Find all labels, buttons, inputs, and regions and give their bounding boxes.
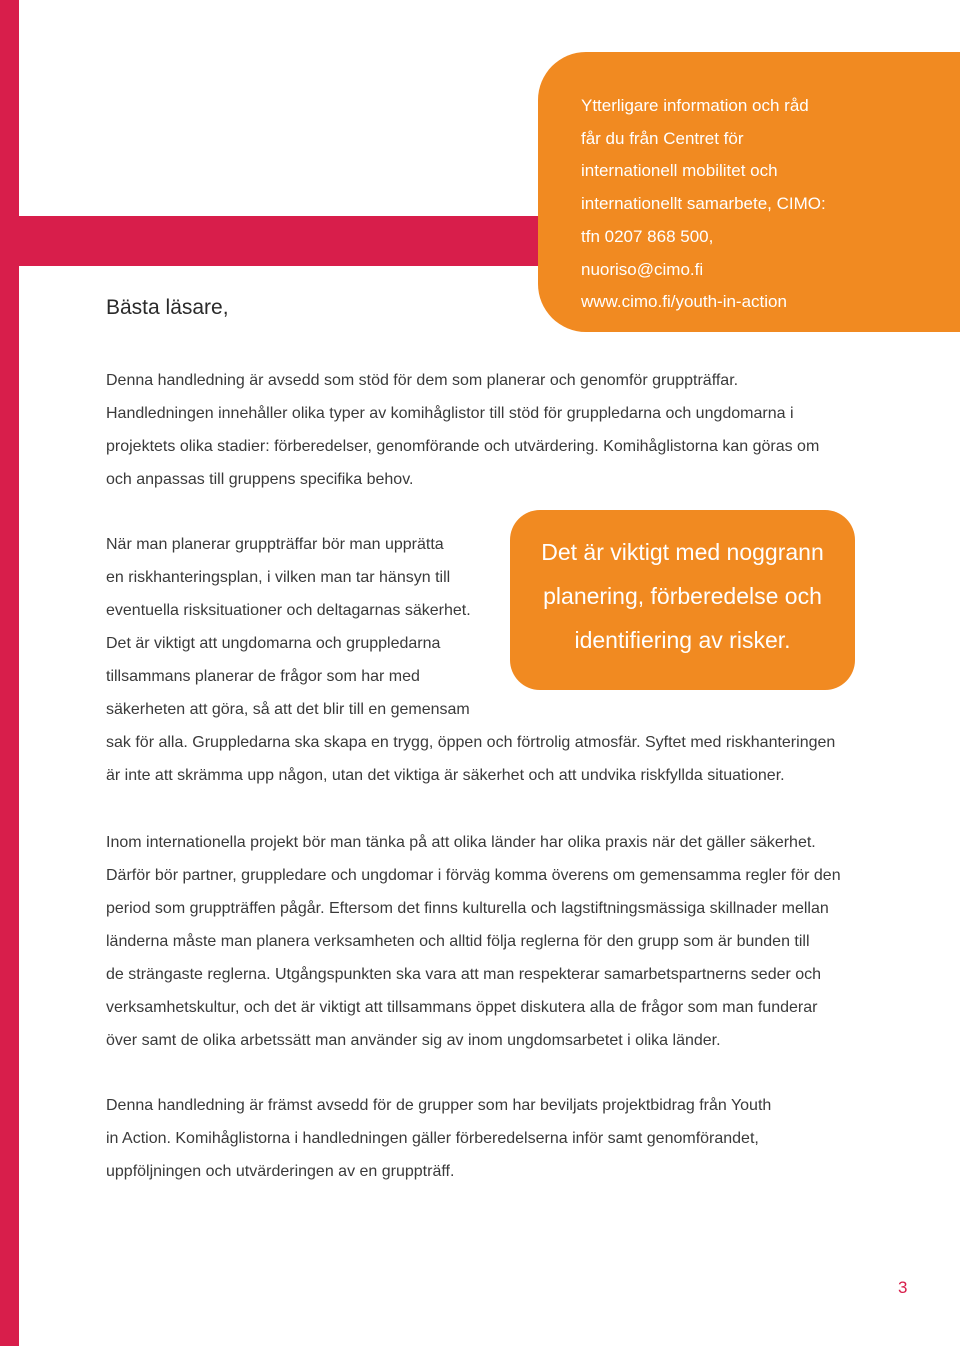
text-line: sak för alla. Gruppledarna ska skapa en trygg, öppen och förtrolig atmosfär. Syftet med riskhanteringen (106, 734, 836, 751)
left-accent-bar (0, 0, 19, 1346)
text-line: eventuella risksituationer och deltagarnas säkerhet. (106, 602, 471, 619)
text-line: Det är viktigt att ungdomarna och gruppledarna (106, 635, 441, 652)
info-website: www.cimo.fi/youth-in-action (581, 292, 787, 312)
text-line: uppföljningen och utvärderingen av en gruppträff. (106, 1163, 455, 1180)
info-email: nuoriso@cimo.fi (581, 259, 704, 279)
page-number: 3 (898, 1278, 908, 1297)
info-line: internationellt samarbete, CIMO: (581, 194, 826, 214)
greeting: Bästa läsare, (106, 296, 229, 319)
text-line: länderna måste man planera verksamheten och alltid följa reglerna för den grupp som är bunden till (106, 933, 810, 950)
text-line: projektets olika stadier: förberedelser, genomförande och utvärdering. Komihåglistorna kan göras om (106, 438, 820, 455)
info-phone: tfn 0207 868 500, (581, 226, 714, 246)
info-line: internationell mobilitet och (581, 161, 778, 181)
callout-line: planering, förberedelse och (543, 583, 822, 609)
callout-line: identifiering av risker. (574, 627, 791, 653)
text-line: de strängaste reglerna. Utgångspunkten ska vara att man respekterar samarbetspartnerns seder och (106, 966, 822, 983)
text-line: och anpassas till gruppens specifika behov. (106, 471, 414, 488)
text-line: Denna handledning är främst avsedd för de grupper som har beviljats projektbidrag från Youth (106, 1097, 772, 1114)
text-line: verksamhetskultur, och det är viktigt att tillsammans öppet diskutera alla de frågor som man funderar (106, 999, 818, 1016)
text-line: över samt de olika arbetssätt man använder sig av inom ungdomsarbetet i olika länder. (106, 1032, 721, 1049)
text-line: Denna handledning är avsedd som stöd för dem som planerar och genomför gruppträffar. (106, 372, 739, 389)
text-line: en riskhanteringsplan, i vilken man tar hänsyn till (106, 569, 451, 586)
info-line: Ytterligare information och råd (581, 96, 809, 115)
intro-paragraph (106, 364, 819, 496)
callout-line: Det är viktigt med noggrann (541, 539, 824, 565)
info-line: får du från Centret för (581, 128, 744, 148)
text-line: tillsammans planerar de frågor som har med (106, 668, 420, 685)
text-line: Därför bör partner, gruppledare och ungdomar i förväg komma överens om gemensamma regler för den (106, 867, 841, 884)
contact-info-box (538, 52, 960, 332)
callout-box (510, 510, 855, 690)
text-line: är inte att skrämma upp någon, utan det viktiga är säkerhet och att undvika riskfyllda situationer. (106, 767, 785, 784)
text-line: period som gruppträffen pågår. Eftersom det finns kulturella och lagstiftningsmässiga skillnader mellan (106, 900, 829, 917)
final-paragraph (106, 1089, 771, 1188)
text-line: När man planerar gruppträffar bör man upprätta (106, 536, 444, 553)
text-line: Inom internationella projekt bör man tänka på att olika länder har olika praxis när det gäller säkerhet. (106, 834, 816, 851)
international-paragraph (106, 826, 841, 1057)
text-line: in Action. Komihåglistorna i handledningen gäller förberedelserna inför samt genomförandet, (106, 1130, 759, 1147)
text-line: Handledningen innehåller olika typer av komihåglistor till stöd för gruppledarna och ungdomarna i (106, 405, 794, 422)
text-line: säkerheten att göra, så att det blir till en gemensam (106, 701, 470, 718)
